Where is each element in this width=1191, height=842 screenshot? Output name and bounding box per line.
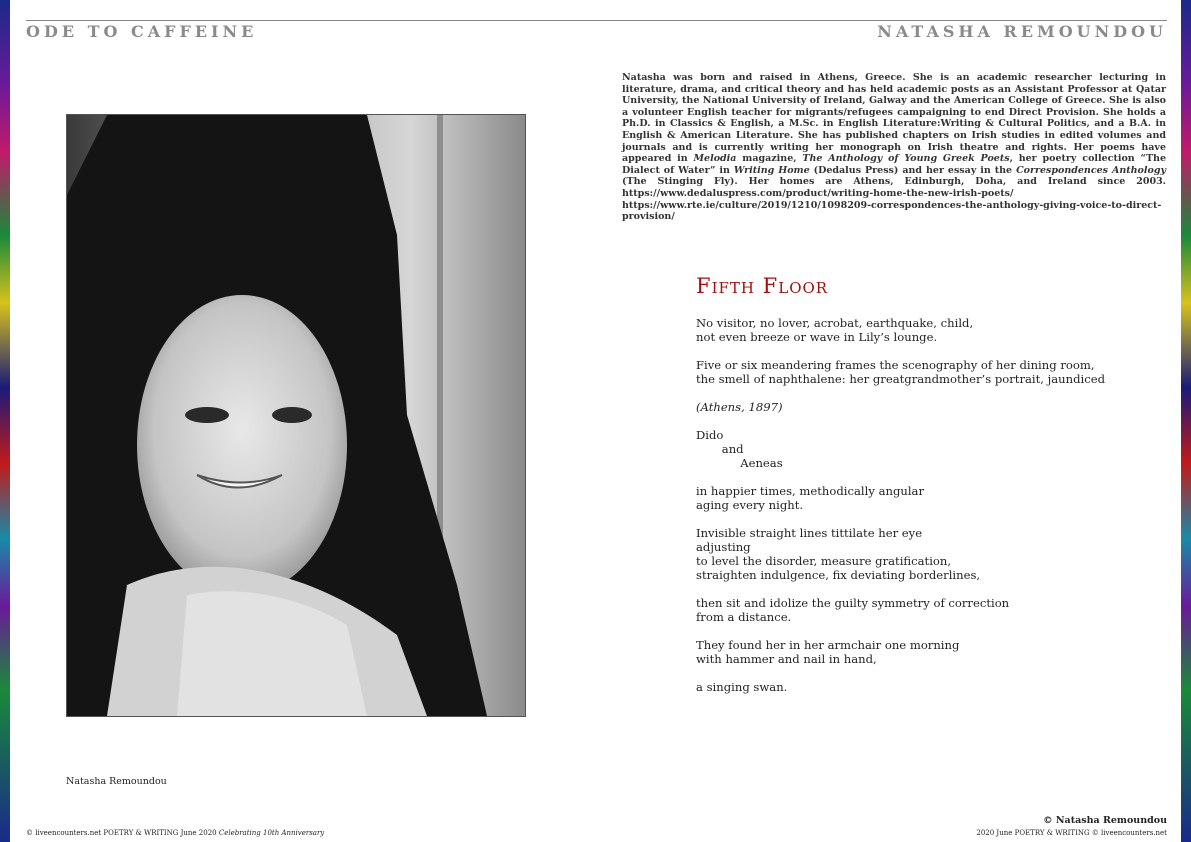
poem-line: from a distance. [696,610,792,624]
poem-line: aging every night. [696,498,804,512]
bio-text: , her poetry collection “The Dialect of Water” in [622,153,1167,176]
poem-body [696,316,1105,694]
footer-right: 2020 June POETRY & WRITING © liveencounters.net [976,829,1167,837]
photo-caption: Natasha Remoundou [66,776,167,787]
stanza-break [696,344,1105,358]
bio-title-melodia: Melodia [693,153,737,165]
bio-text: (Dedalus Press) and her essay in the [809,164,1017,176]
author-portrait [66,114,526,717]
right-decorative-edge [1181,0,1191,842]
poem-line: the smell of naphthalene: her greatgrandmother’s portrait, jaundiced [696,372,1106,386]
poem-line: with hammer and nail in hand, [696,652,877,666]
left-decorative-edge [0,0,10,842]
bio-text: (The Stinging Fly). Her homes are Athens, Edinburgh, Doha, and Ireland since 2003. https://www.dedaluspress.com/product/writing-home-the-new-irish-poets/ https://www.rte.ie/culture/2019/1210/1098209-correspondences-the-anthology-giving-voice-to-direct-provision/ [622,176,1166,223]
header-rule [26,20,1167,21]
poem-line: not even breeze or wave in Lily’s lounge. [696,330,938,344]
footer-left [26,829,324,837]
header-title-left: ODE TO CAFFEINE [26,22,258,41]
poem-line: No visitor, no lover, acrobat, earthquake, child, [696,316,974,330]
stanza-break [696,666,1105,680]
stanza-break [696,470,1105,484]
poem-line: Aeneas [696,456,783,470]
bio-text: magazine, [736,153,803,165]
footer-left-text: © liveencounters.net POETRY & WRITING June 2020 [26,829,219,837]
poem-line: and [696,442,744,456]
stanza-break [696,512,1105,526]
poem-line: a singing swan. [696,680,788,694]
poem-title: Fifth Floor [696,274,829,298]
portrait-illustration [67,115,525,716]
poem-line: (Athens, 1897) [696,400,783,414]
stanza-break [696,624,1105,638]
magazine-page [10,0,1181,842]
poem-line: then sit and idolize the guilty symmetry of correction [696,596,1010,610]
bio-title-writing-home: Writing Home [733,164,810,176]
stanza-break [696,414,1105,428]
footer-left-italic: Celebrating 10th Anniversary [218,829,325,837]
poem-line: They found her in her armchair one morning [696,638,960,652]
footer-copyright: © Natasha Remoundou [1043,815,1167,826]
bio-title-anthology: The Anthology of Young Greek Poets [802,153,1010,165]
poem-line: in happier times, methodically angular [696,484,924,498]
poem-line: straighten indulgence, fix deviating borderlines, [696,568,981,582]
poem-line: to level the disorder, measure gratification, [696,554,952,568]
poem-line: Dido [696,428,724,442]
poem-line: adjusting [696,540,751,554]
stanza-break [696,582,1105,596]
bio-text: Natasha was born and raised in Athens, Greece. She is an academic researcher lecturing in literature, drama, and critical theory and has held academic posts as an Assistant Professor at Qatar University, the National University of Ireland, Galway and the American College of Greece. She is also a volunteer English teacher for migrants/refugees campaigning to end Direct Provision. She holds a Ph.D. in Classics & English, a M.Sc. in English Literature:Writing & Cultural Politics, and a B.A. in English & American Literature. She has published chapters on Irish studies in edited volumes and journals and is currently writing her monograph on Irish theatre and rights. Her poems have appeared in [622,72,1166,165]
stanza-break [696,386,1105,400]
author-bio [622,72,1166,223]
poem-line: Invisible straight lines tittilate her eye [696,526,923,540]
poem-line: Five or six meandering frames the scenography of her dining room, [696,358,1095,372]
header-title-right: NATASHA REMOUNDOU [877,22,1167,41]
bio-title-correspondences: Correspondences Anthology [1016,164,1166,176]
